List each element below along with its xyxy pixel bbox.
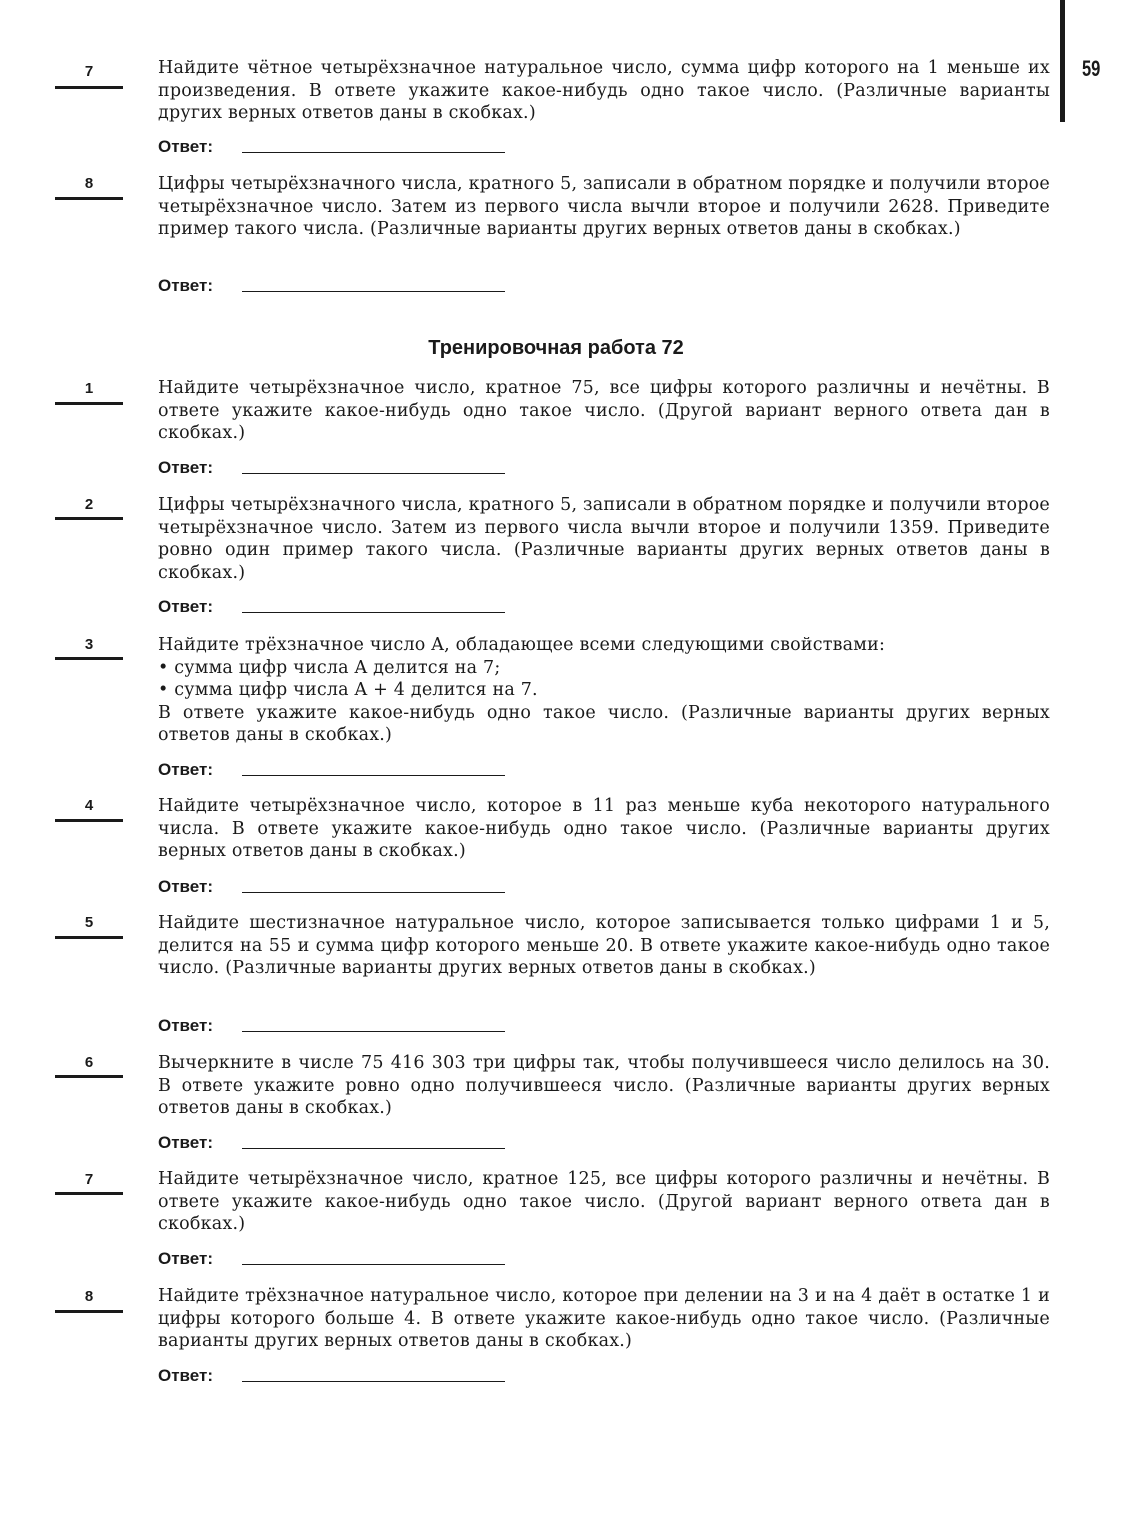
task-text [158,494,1050,584]
task-number-underline [55,402,123,405]
answer-field[interactable] [242,892,505,893]
answer-label: Ответ: [158,1016,213,1035]
task-number-underline [55,657,123,660]
page-number: 59 [1082,56,1101,81]
task-text [158,1168,1050,1236]
answer-label: Ответ: [158,760,213,779]
answer-label: Ответ: [158,597,213,616]
answer-label: Ответ: [158,458,213,477]
task-number-underline [55,1075,123,1078]
answer-field[interactable] [242,1148,505,1149]
task-bullet: • сумма цифр числа A делится на 7; [158,657,501,678]
section-title: Тренировочная работа 72 [428,337,684,359]
task-number-underline [55,936,123,939]
task-paragraph: Цифры четырёхзначного числа, кратного 5, записали в обратном порядке и получили второе четырёхзначное число. Затем из первого числа вычли второе и получили 2628. Приведите пример такого числа. (Различные варианты других верных ответов даны в скобках.) [158,174,1050,239]
task-paragraph: Цифры четырёхзначного числа, кратного 5, записали в обратном порядке и получили второе четырёхзначное число. Затем из первого числа вычли второе и получили 1359. Приведите ровно один пример такого числа. (Различные варианты других верных ответов даны в скобках.) [158,495,1050,583]
task-text [158,912,1050,980]
answer-label: Ответ: [158,1249,213,1268]
task-text [158,1285,1050,1353]
page-edge-bar [1060,0,1065,122]
task-paragraph: Найдите четырёхзначное число, которое в 11 раз меньше куба некоторого натурального числа. В ответе укажите какое-нибудь одно такое число. (Различные варианты других верных ответов даны в скобках.) [158,796,1050,861]
task-text [158,57,1050,125]
task-paragraph: Найдите четырёхзначное число, кратное 125, все цифры которого различны и нечётны. В ответе укажите какое-нибудь одно такое число. (Другой вариант верного ответа дан в скобках.) [158,1169,1050,1234]
answer-label: Ответ: [158,137,213,156]
task-outro: В ответе укажите какое-нибудь одно такое число. (Различные варианты других верных ответов даны в скобках.) [158,702,1050,745]
answer-field[interactable] [242,152,505,153]
task-text [158,1052,1050,1120]
answer-field[interactable] [242,291,505,292]
task-number: 1 [84,380,94,397]
answer-label: Ответ: [158,877,213,896]
task-number-underline [55,1310,123,1313]
answer-field[interactable] [242,612,505,613]
task-number-underline [55,86,123,89]
answer-field[interactable] [242,473,505,474]
answer-field[interactable] [242,1264,505,1265]
task-number: 5 [84,914,94,931]
answer-field[interactable] [242,1381,505,1382]
task-number: 7 [84,63,94,80]
task-paragraph: Вычеркните в числе 75 416 303 три цифры так, чтобы получившееся число делилось на 30. В ответе укажите ровно одно получившееся число. (Различные варианты других верных ответов даны в скобках.) [158,1053,1050,1118]
task-number: 7 [84,1171,94,1188]
task-paragraph: Найдите чётное четырёхзначное натуральное число, сумма цифр которого на 1 меньше их произведения. В ответе укажите какое-нибудь одно такое число. (Различные варианты других верных ответов даны в скобках.) [158,58,1050,123]
task-number-underline [55,517,123,520]
answer-field[interactable] [242,775,505,776]
task-paragraph: Найдите трёхзначное натуральное число, которое при делении на 3 и на 4 даёт в остатке 1 и цифры которого больше 4. В ответе укажите какое-нибудь одно такое число. (Различные варианты других верных ответов даны в скобках.) [158,1286,1050,1351]
answer-label: Ответ: [158,1366,213,1385]
task-paragraph: Найдите шестизначное натуральное число, которое записывается только цифрами 1 и 5, делится на 55 и сумма цифр которого меньше 20. В ответе укажите какое-нибудь одно такое число. (Различные варианты других верных ответов даны в скобках.) [158,913,1050,978]
task-number-underline [55,819,123,822]
task-number-underline [55,1192,123,1195]
task-number: 3 [84,636,94,653]
task-text [158,634,1050,747]
task-text [158,795,1050,863]
task-paragraph: Найдите четырёхзначное число, кратное 75, все цифры которого различны и нечётны. В ответе укажите какое-нибудь одно такое число. (Другой вариант верного ответа дан в скобках.) [158,378,1050,443]
task-number-underline [55,197,123,200]
task-number: 8 [84,175,94,192]
task-number: 8 [84,1288,94,1305]
answer-label: Ответ: [158,276,213,295]
answer-field[interactable] [242,1031,505,1032]
task-number: 2 [84,496,94,513]
task-text [158,377,1050,445]
task-number: 4 [84,797,94,814]
task-text [158,173,1050,241]
answer-label: Ответ: [158,1133,213,1152]
task-bullet: • сумма цифр числа A + 4 делится на 7. [158,680,538,700]
task-number: 6 [84,1054,94,1071]
task-intro: Найдите трёхзначное число A, обладающее всеми следующими свойствами: [158,635,886,655]
